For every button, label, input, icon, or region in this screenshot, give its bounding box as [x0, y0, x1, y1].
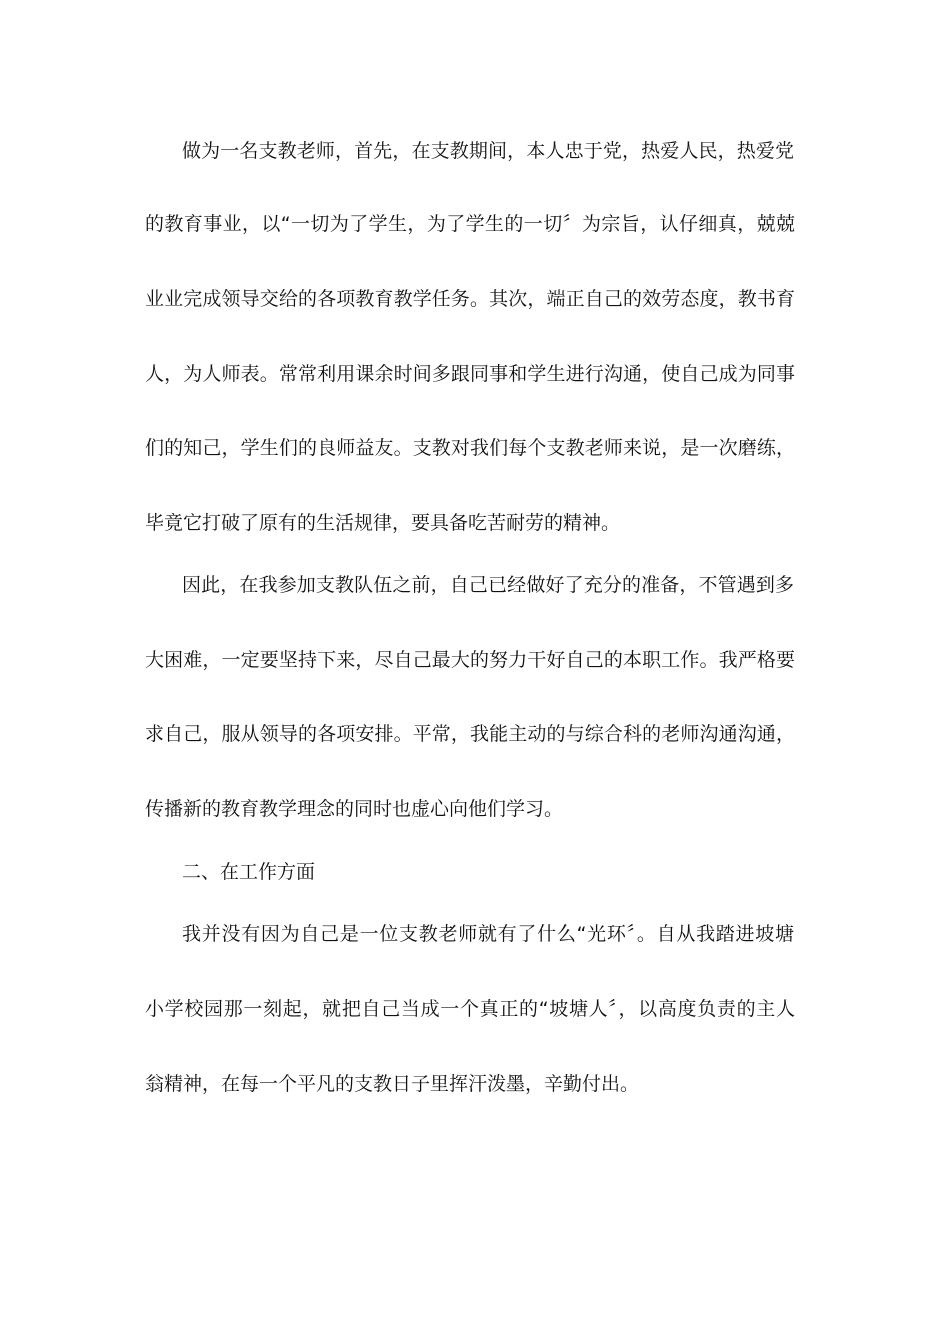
paragraph-3-line-3: 翁精神，在每一个平凡的支教日子里挥汗泼墨，辛勤付出。 [145, 1073, 640, 1095]
paragraph-2-line-4: 传播新的教育教学理念的同时也虚心向他们学习。 [145, 798, 564, 820]
paragraph-1-line-1: 做为一名支教老师，首先，在支教期间，本人忠于党，热爱人民，热爱党 [182, 140, 795, 162]
paragraph-1-line-4: 人，为人师表。常常利用课余时间多跟同事和学生进行沟通，使自己成为同事 [145, 363, 796, 385]
section-heading: 二、在工作方面 [182, 861, 316, 883]
paragraph-1-line-2: 的教育事业，以“一切为了学生，为了学生的一切〞为宗旨，认仔细真，兢兢 [145, 213, 796, 235]
paragraph-2-line-2: 大困难，一定要坚持下来，尽自己最大的努力干好自己的本职工作。我严格要 [145, 649, 796, 671]
paragraph-1-line-5: 们的知己，学生们的良师益友。支教对我们每个支教老师来说，是一次磨练， [145, 437, 796, 459]
paragraph-1-line-3: 业业完成领导交给的各项教育教学任务。其次，端正自己的效劳态度，教书育 [145, 288, 796, 310]
paragraph-2-line-1: 因此，在我参加支教队伍之前，自己已经做好了充分的准备，不管遇到多 [182, 574, 795, 596]
paragraph-1-line-6: 毕竟它打破了原有的生活规律，要具备吃苦耐劳的精神。 [145, 512, 621, 534]
paragraph-2-line-3: 求自己，服从领导的各项安排。平常，我能主动的与综合科的老师沟通沟通， [145, 723, 796, 745]
paragraph-3-line-2: 小学校园那一刻起，就把自己当成一个真正的“坡塘人〞，以高度负责的主人 [145, 998, 796, 1020]
paragraph-3-line-1: 我并没有因为自己是一位支教老师就有了什么“光环〞。自从我踏进坡塘 [182, 923, 795, 945]
